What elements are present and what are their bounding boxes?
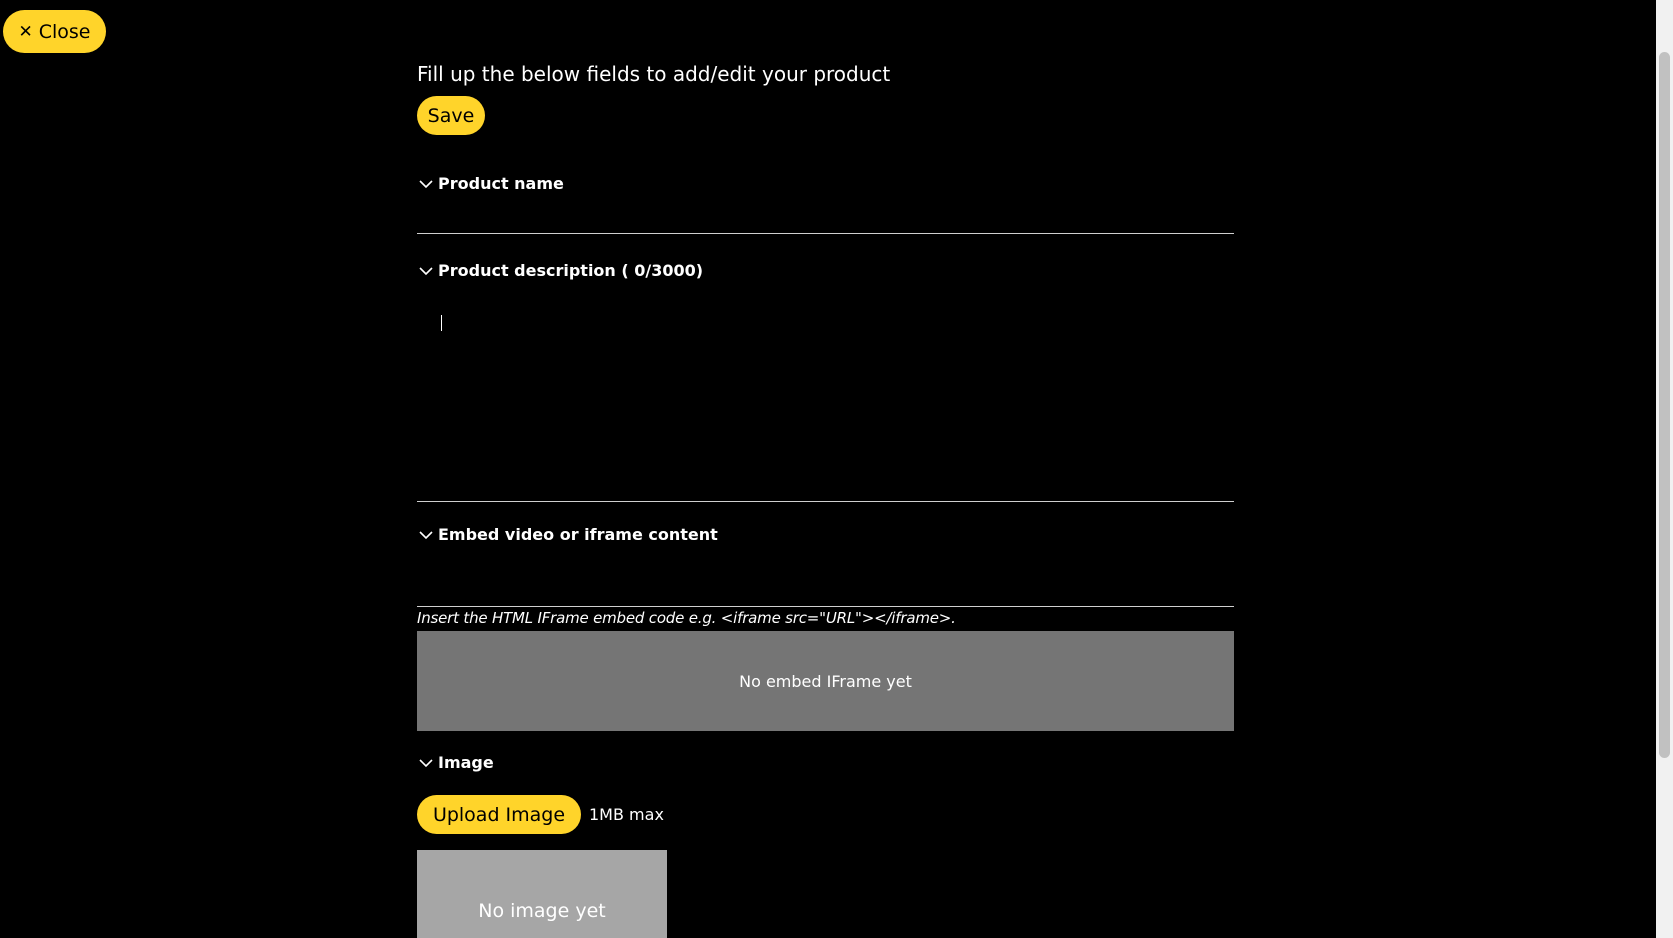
chevron-down-icon <box>417 177 437 191</box>
embed-label: Embed video or iframe content <box>438 525 718 544</box>
product-name-input[interactable] <box>417 202 1234 234</box>
upload-image-button[interactable]: Upload Image <box>417 795 581 834</box>
scrollbar-thumb[interactable] <box>1659 52 1670 758</box>
text-caret <box>441 315 442 331</box>
embed-preview <box>417 631 1234 731</box>
section-toggle-image[interactable] <box>417 753 494 772</box>
upload-size-note: 1MB max <box>589 805 664 824</box>
close-button[interactable] <box>3 10 106 53</box>
embed-hint: Insert the HTML IFrame embed code e.g. <iframe src="URL"></iframe>. <box>417 609 956 627</box>
chevron-down-icon <box>417 756 437 770</box>
close-icon: ✕ <box>18 21 33 42</box>
save-button[interactable]: Save <box>417 96 485 135</box>
product-description-editor[interactable] <box>417 294 1234 502</box>
chevron-down-icon <box>417 528 437 542</box>
embed-preview-text: No embed IFrame yet <box>739 671 912 691</box>
close-label: Close <box>38 20 91 43</box>
product-description-label: Product description ( 0/3000) <box>438 261 704 280</box>
section-toggle-product-name[interactable] <box>417 174 564 193</box>
section-toggle-embed[interactable] <box>417 525 718 544</box>
product-name-label: Product name <box>438 174 564 193</box>
embed-code-input[interactable] <box>417 570 1234 607</box>
form-intro: Fill up the below fields to add/edit your product <box>417 62 891 86</box>
image-label: Image <box>438 753 494 772</box>
image-preview <box>417 850 667 938</box>
image-preview-text: No image yet <box>478 900 606 922</box>
section-toggle-product-description[interactable] <box>417 261 703 280</box>
chevron-down-icon <box>417 264 437 278</box>
